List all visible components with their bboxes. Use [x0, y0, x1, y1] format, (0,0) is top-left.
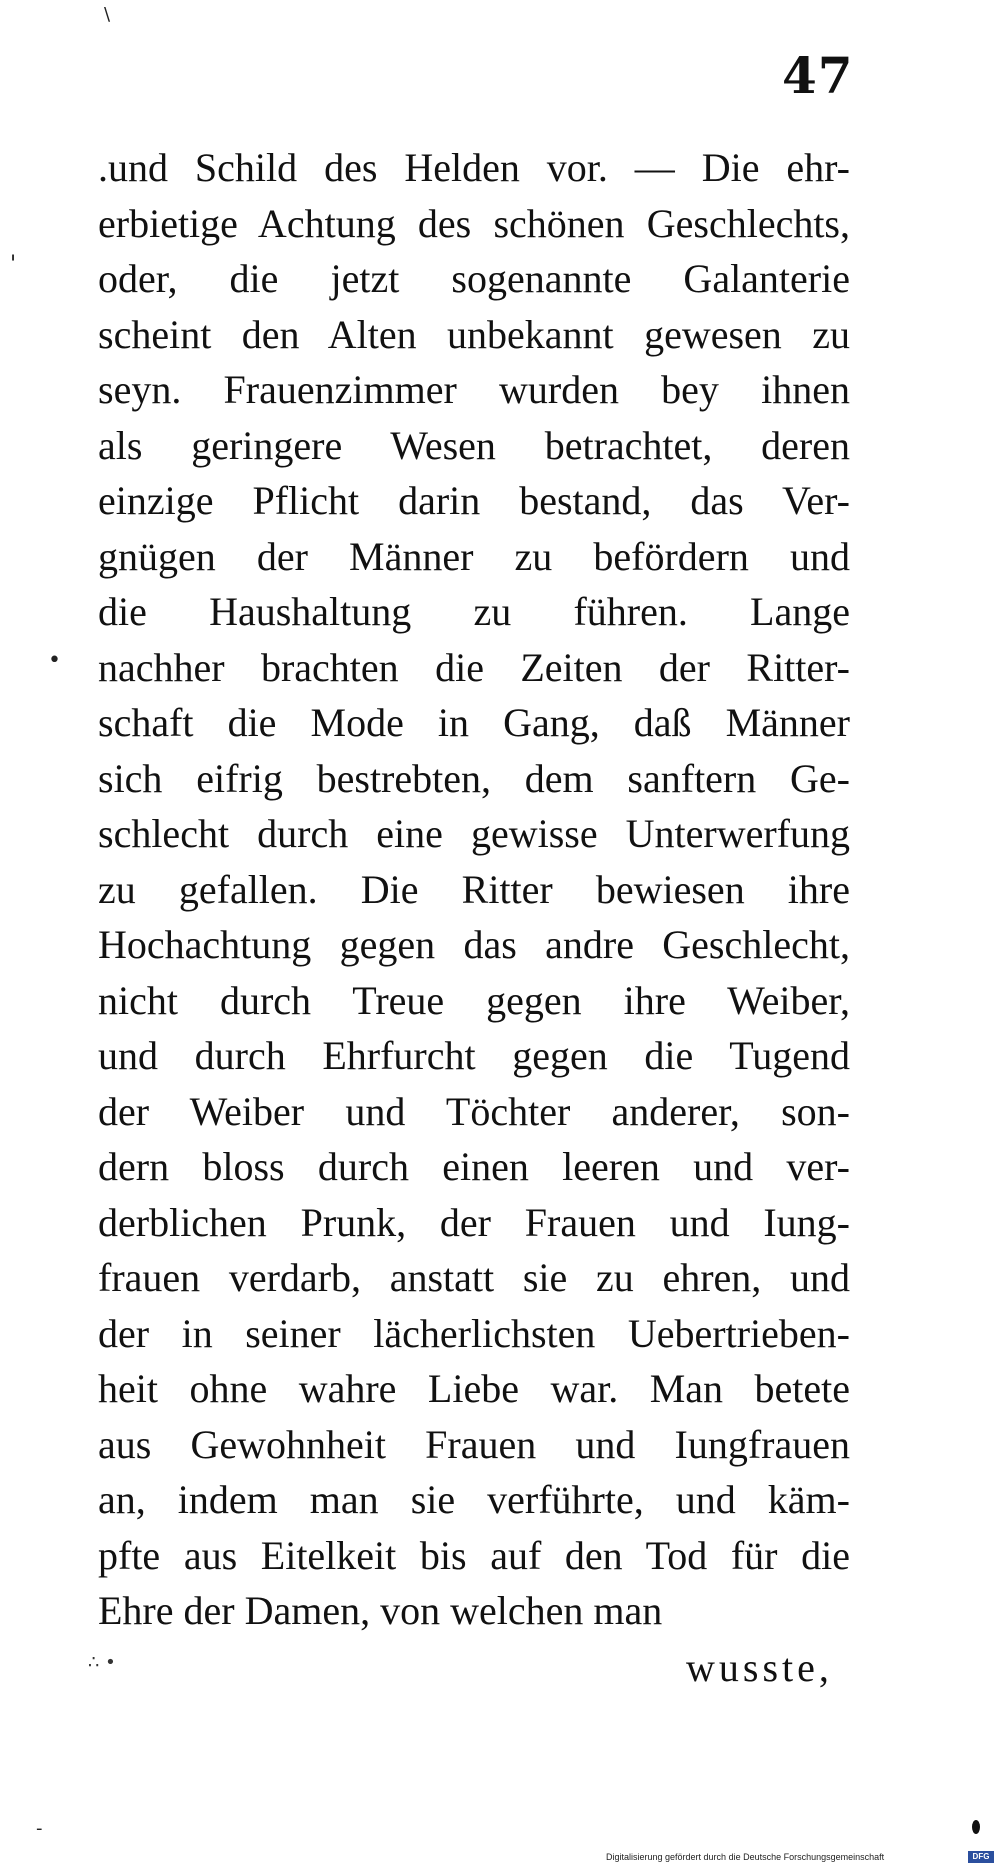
body-text [98, 140, 850, 1639]
text-line: Hochachtung gegen das andre Geschlecht, [98, 922, 850, 967]
text-line: scheint den Alten unbekannt gewesen zu [98, 311, 850, 357]
scan-specks: ∴ • [88, 1652, 116, 1673]
ink-blot [972, 1820, 980, 1834]
scan-speck: ' [10, 252, 17, 277]
catchword: wusste, [686, 1645, 833, 1690]
dfg-logo-icon: DFG [968, 1851, 994, 1863]
scan-speck: • [48, 648, 61, 673]
text-line: an, indem man sie verführte, und käm- [98, 1477, 850, 1522]
text-line: schaft die Mode in Gang, daß Männer [98, 700, 850, 745]
text-line: Ehre der Damen, von welchen man [98, 1588, 663, 1633]
text-line: seyn. Frauenzimmer wurden bey ihnen [98, 367, 850, 412]
text-line: gnügen der Männer zu befördern und [98, 533, 850, 579]
text-line: schlecht durch eine gewisse Unterwerfung [98, 811, 850, 856]
text-line: heit ohne wahre Liebe war. Man betete [98, 1366, 850, 1411]
text-line: und durch Ehrfurcht gegen die Tugend [98, 1033, 850, 1078]
text-line: sich eifrig bestrebten, dem sanftern Ge- [98, 755, 850, 801]
scan-speck: \ [104, 4, 111, 25]
text-line: aus Gewohnheit Frauen und Iungfrauen [98, 1421, 850, 1467]
text-line: frauen verdarb, anstatt sie zu ehren, und [98, 1255, 850, 1300]
scan-speck: - [36, 1818, 43, 1839]
text-line: der Weiber und Töchter anderer, son- [98, 1088, 850, 1134]
text-line: pfte aus Eitelkeit bis auf den Tod für die [98, 1532, 850, 1578]
text-line: die Haushaltung zu führen. Lange [98, 589, 850, 634]
text-line: dern bloss durch einen leeren und ver- [98, 1144, 850, 1189]
text-line: nachher brachten die Zeiten der Ritter- [98, 644, 850, 690]
text-line: als geringere Wesen betrachtet, deren [98, 422, 850, 468]
text-line: zu gefallen. Die Ritter bewiesen ihre [98, 866, 850, 912]
text-line: der in seiner lächerlichsten Uebertrieben- [98, 1310, 850, 1356]
text-line: oder, die jetzt sogenannte Galanterie [98, 256, 850, 301]
text-line: .und Schild des Helden vor. — Die ehr- [98, 145, 850, 190]
text-line: einzige Pflicht darin bestand, das Ver- [98, 478, 850, 523]
text-line: derblichen Prunk, der Frauen und Iung- [98, 1199, 850, 1245]
text-line: nicht durch Treue gegen ihre Weiber, [98, 977, 850, 1023]
digitization-credit: Digitalisierung gefördert durch die Deutsche Forschungsgemeinschaft [606, 1852, 885, 1862]
text-line: erbietige Achtung des schönen Geschlechts, [98, 200, 850, 246]
page-number: 47 [782, 46, 854, 105]
